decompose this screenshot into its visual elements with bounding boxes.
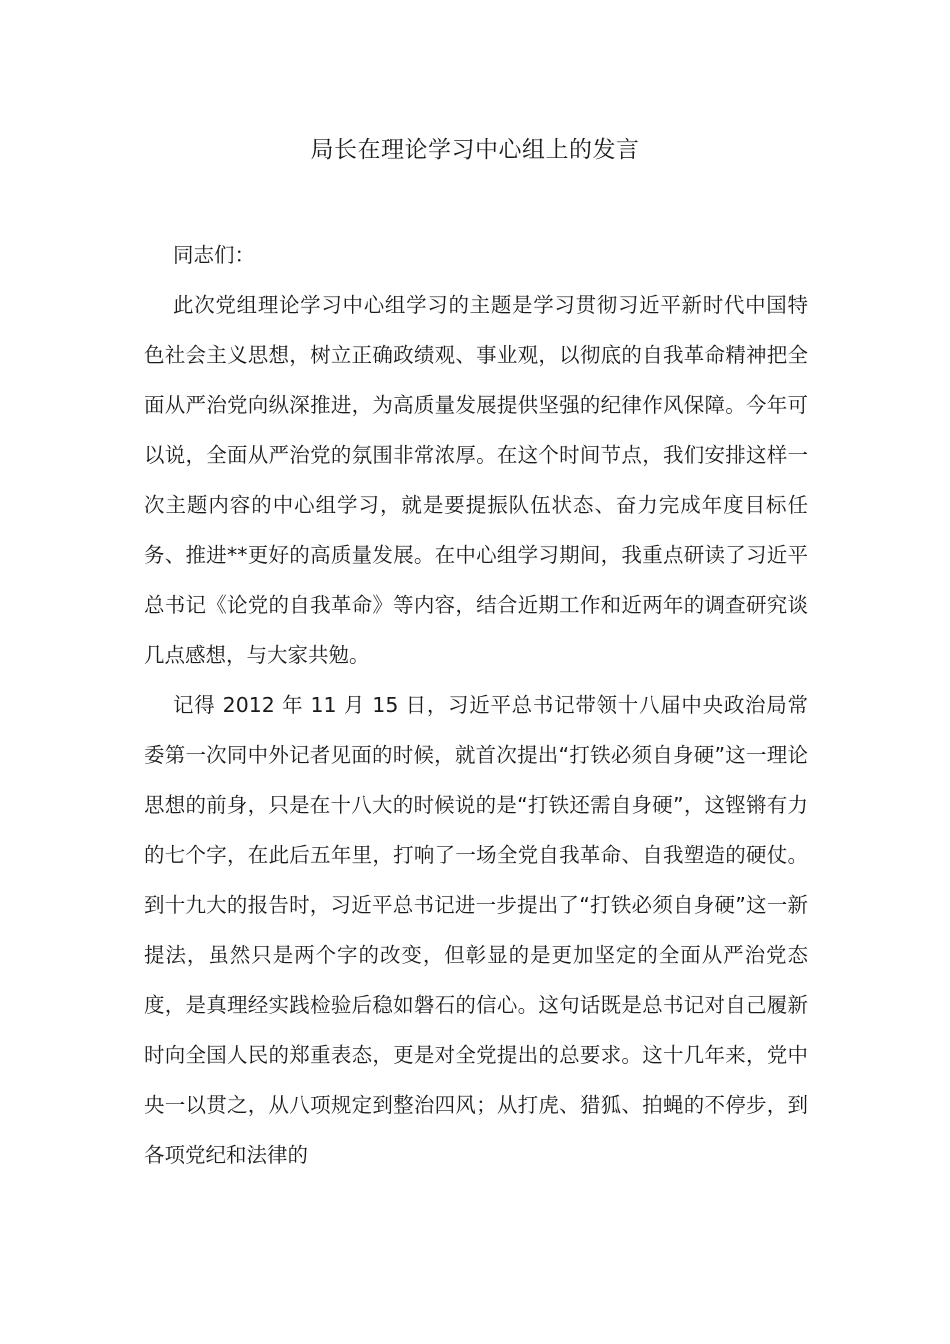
paragraph-2: 记得 2012 年 11 月 15 日，习近平总书记带领十八届中央政治局常委第一次同中外记者见面的时候，就首次提出“打铁必须自身硬”这一理论思想的前身，只是在十八大的时候说的是“打铁还需自身硬”，这铿锵有力的七个字，在此后五年里，打响了一场全党自我革命、自我塑造的硬仗。到十九大的报告时，习近平总书记进一步提出了“打铁必须自身硬”这一新提法，虽然只是两个字的改变，但彰显的是更加坚定的全面从严治党态度，是真理经实践检验后稳如磐石的信心。这句话既是总书记对自己履新时向全国人民的郑重表态，更是对全党提出的总要求。这十几年来，党中央一以贯之，从八项规定到整治四风；从打虎、猎狐、拍蝇的不停步，到各项党纪和法律的: [144, 693, 808, 1167]
document-title: 局长在理论学习中心组上的发言: [310, 137, 640, 163]
salutation: 同志们：: [173, 243, 255, 267]
paragraph-1: 此次党组理论学习中心组学习的主题是学习贯彻习近平新时代中国特色社会主义思想，树立正确政绩观、事业观，以彻底的自我革命精神把全面从严治党向纵深推进，为高质量发展提供坚强的纪律作风保障。今年可以说，全面从严治党的氛围非常浓厚。在这个时间节点，我们安排这样一次主题内容的中心组学习，就是要提振队伍状态、奋力完成年度目标任务、推进**更好的高质量发展。在中心组学习期间，我重点研读了习近平总书记《论党的自我革命》等内容，结合近期工作和近两年的调查研究谈几点感想，与大家共勉。: [144, 293, 808, 667]
document-body: [144, 230, 808, 1180]
